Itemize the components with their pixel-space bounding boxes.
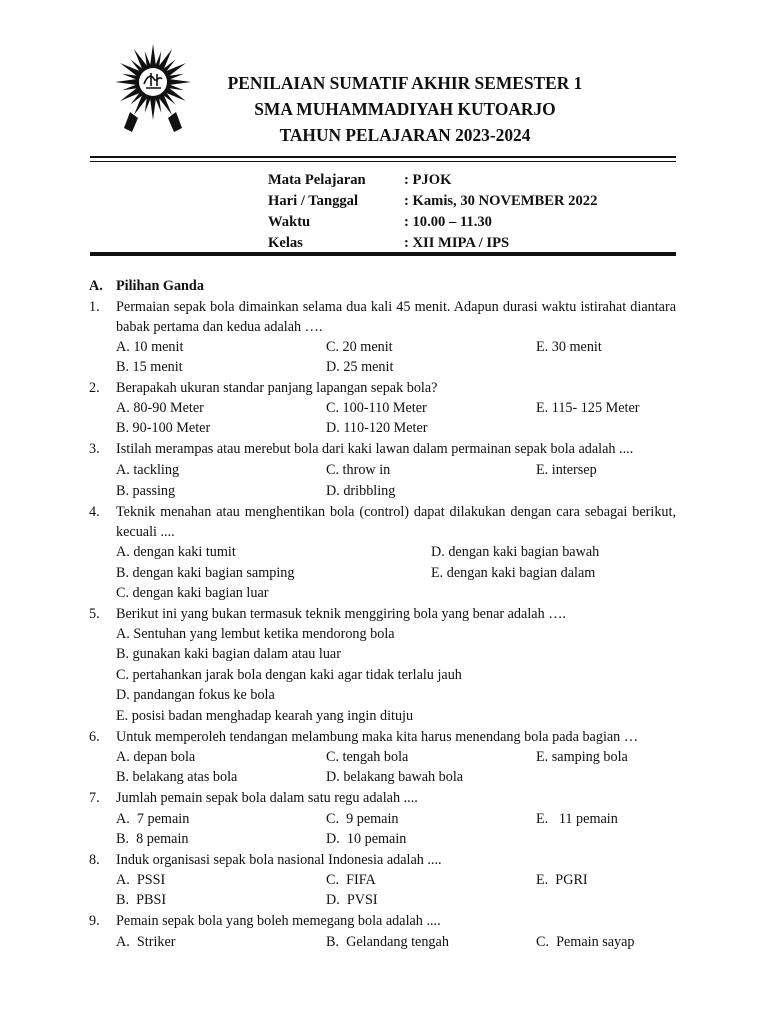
answer-option[interactable]: A. 80-90 Meter <box>116 400 204 416</box>
academic-year: TAHUN PELAJARAN 2023-2024 <box>279 125 531 145</box>
answer-option[interactable]: D. PVSI <box>326 892 378 908</box>
info-value: : XII MIPA / IPS <box>404 235 510 251</box>
info-value: : Kamis, 30 NOVEMBER 2022 <box>404 193 598 209</box>
answer-option[interactable]: A. depan bola <box>116 749 196 765</box>
header-divider-thin <box>90 161 676 162</box>
question-number: 5. <box>89 606 100 622</box>
header-divider-top <box>90 156 676 158</box>
question-1 <box>0 297 768 317</box>
answer-option[interactable]: B. passing <box>116 483 176 499</box>
answer-option[interactable]: C. dengan kaki bagian luar <box>116 585 269 601</box>
question-stem: Permaian sepak bola dimainkan selama dua kali 45 menit. Adapun durasi waktu istirahat diantara <box>116 299 676 315</box>
question-stem: Untuk memperoleh tendangan melambung maka kita harus menendang bola pada bagian … <box>116 729 639 745</box>
answer-option[interactable]: C. 100-110 Meter <box>326 400 427 416</box>
answer-option[interactable]: C. 20 menit <box>326 339 393 355</box>
answer-option[interactable]: D. dribbling <box>326 483 396 499</box>
question-stem-continued: babak pertama dan kedua adalah …. <box>116 319 323 335</box>
answer-option[interactable]: D. belakang bawah bola <box>326 769 464 785</box>
answer-option[interactable]: E. 11 pemain <box>536 811 618 827</box>
question-stem: Berapakah ukuran standar panjang lapangan sepak bola? <box>116 380 438 396</box>
school-name: SMA MUHAMMADIYAH KUTOARJO <box>254 99 556 119</box>
answer-option[interactable]: B. 90-100 Meter <box>116 420 211 436</box>
answer-option[interactable]: E. PGRI <box>536 872 588 888</box>
answer-option[interactable]: A. 7 pemain <box>116 811 190 827</box>
answer-option[interactable]: A. tackling <box>116 462 180 478</box>
question-number: 6. <box>89 729 100 745</box>
info-label: Waktu <box>268 214 311 230</box>
question-4 <box>0 502 768 522</box>
question-number: 8. <box>89 852 100 868</box>
answer-option[interactable]: D. 110-120 Meter <box>326 420 428 436</box>
answer-option[interactable]: E. 30 menit <box>536 339 602 355</box>
answer-option[interactable]: A. dengan kaki tumit <box>116 544 236 560</box>
question-stem: Istilah merampas atau merebut bola dari kaki lawan dalam permainan sepak bola adalah .... <box>116 441 634 457</box>
answer-option[interactable]: B. belakang atas bola <box>116 769 238 785</box>
answer-option[interactable]: D. dengan kaki bagian bawah <box>431 544 600 560</box>
answer-option[interactable]: B. Gelandang tengah <box>326 934 449 950</box>
answer-option[interactable]: A. Striker <box>116 934 176 950</box>
answer-option[interactable]: C. tengah bola <box>326 749 409 765</box>
answer-option[interactable]: B. 8 pemain <box>116 831 189 847</box>
info-value: : 10.00 – 11.30 <box>404 214 492 230</box>
question-number: 7. <box>89 790 100 806</box>
answer-option[interactable]: C. FIFA <box>326 872 376 888</box>
question-stem: Induk organisasi sepak bola nasional Indonesia adalah .... <box>116 852 442 868</box>
answer-option[interactable]: C. pertahankan jarak bola dengan kaki agar tidak terlalu jauh <box>116 667 462 683</box>
answer-option[interactable]: C. throw in <box>326 462 391 478</box>
question-stem: Jumlah pemain sepak bola dalam satu regu adalah .... <box>116 790 418 806</box>
answer-option[interactable]: A. 10 menit <box>116 339 184 355</box>
exam-title: PENILAIAN SUMATIF AKHIR SEMESTER 1 <box>227 73 583 93</box>
info-divider <box>90 252 676 256</box>
answer-option[interactable]: E. posisi badan menghadap kearah yang ingin dituju <box>116 708 414 724</box>
question-number: 9. <box>89 913 100 929</box>
answer-option[interactable]: B. 15 menit <box>116 359 183 375</box>
answer-option[interactable]: D. 10 pemain <box>326 831 407 847</box>
question-stem: Pemain sepak bola yang boleh memegang bola adalah .... <box>116 913 441 929</box>
answer-option[interactable]: E. 115- 125 Meter <box>536 400 640 416</box>
answer-option[interactable]: D. pandangan fokus ke bola <box>116 687 275 703</box>
question-number: 3. <box>89 441 100 457</box>
answer-option[interactable]: E. samping bola <box>536 749 628 765</box>
question-number: 1. <box>89 299 100 315</box>
answer-option[interactable]: E. dengan kaki bagian dalam <box>431 565 596 581</box>
info-value: : PJOK <box>404 172 452 188</box>
section-title: Pilihan Ganda <box>116 278 204 294</box>
question-number: 2. <box>89 380 100 396</box>
info-label: Mata Pelajaran <box>268 172 366 188</box>
answer-option[interactable]: A. PSSI <box>116 872 166 888</box>
question-stem: Berikut ini yang bukan termasuk teknik menggiring bola yang benar adalah …. <box>116 606 566 622</box>
section-letter: A. <box>89 278 103 294</box>
answer-option[interactable]: E. intersep <box>536 462 597 478</box>
info-label: Hari / Tanggal <box>268 193 359 209</box>
answer-option[interactable]: B. dengan kaki bagian samping <box>116 565 295 581</box>
question-stem: Teknik menahan atau menghentikan bola (control) dapat dilakukan dengan cara sebagai berikut, <box>116 504 676 520</box>
question-number: 4. <box>89 504 100 520</box>
answer-option[interactable]: B. gunakan kaki bagian dalam atau luar <box>116 646 341 662</box>
question-stem-continued: kecuali .... <box>116 524 175 540</box>
answer-option[interactable]: D. 25 menit <box>326 359 394 375</box>
answer-option[interactable]: B. PBSI <box>116 892 167 908</box>
answer-option[interactable]: A. Sentuhan yang lembut ketika mendorong bola <box>116 626 395 642</box>
answer-option[interactable]: C. 9 pemain <box>326 811 399 827</box>
school-logo <box>110 42 196 134</box>
info-label: Kelas <box>268 235 303 251</box>
answer-option[interactable]: C. Pemain sayap <box>536 934 635 950</box>
